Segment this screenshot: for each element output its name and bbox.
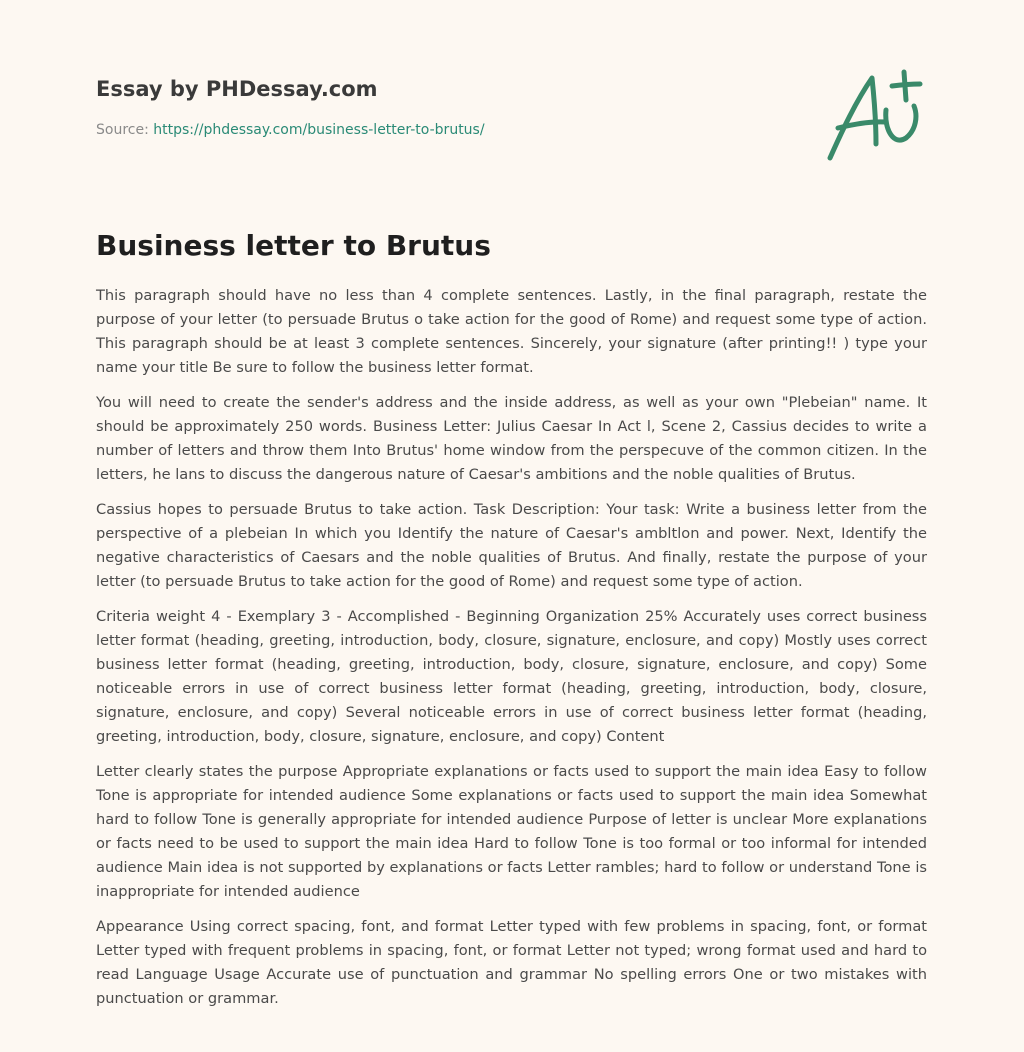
a-plus-logo-icon <box>820 66 930 166</box>
paragraph: Letter clearly states the purpose Appropriate explanations or facts used to support the main idea Easy to follow Tone is appropriate for intended audience Some explanations or facts used to support the main idea Somewhat hard to follow Tone is generally appropriate for intended audience Purpose of letter is unclear More explanations or facts need to be used to support the main idea Hard to follow Tone is too formal or too informal for intended audience Main idea is not supported by explanations or facts Letter rambles; hard to follow or understand Tone is inappropriate for intended audience <box>96 763 927 900</box>
essay-title: Business letter to Brutus <box>96 229 491 262</box>
essay-header <box>96 74 796 140</box>
paragraph: Criteria weight 4 - Exemplary 3 - Accomplished - Beginning Organization 25% Accurately uses correct business letter format (heading, greeting, introduction, body, closure, signature, enclosure, and copy) Mostly uses correct business letter format (heading, greeting, introduction, body, closure, signature, enclosure, and copy) Some noticeable errors in use of correct business letter format (heading, greeting, introduction, body, closure, signature, enclosure, and copy) Several noticeable errors in use of correct business letter format (heading, greeting, introduction, body, closure, signature, enclosure, and copy) Content <box>96 608 927 745</box>
source-label: Source: <box>96 122 154 138</box>
paragraph: This paragraph should have no less than 4 complete sentences. Lastly, in the final paragraph, restate the purpose of your letter (to persuade Brutus o take action for the good of Rome) and request some type of action. This paragraph should be at least 3 complete sentences. Sincerely, your signature (after printing!! ) type your name your title Be sure to follow the business letter format. <box>96 287 927 376</box>
paragraph: Appearance Using correct spacing, font, and format Letter typed with few problems in spacing, font, or format Letter typed with frequent problems in spacing, font, or format Letter not typed; wrong format used and hard to read Language Usage Accurate use of punctuation and grammar No spelling errors One or two mistakes with punctuation or grammar. <box>96 918 927 1007</box>
paragraph: Cassius hopes to persuade Brutus to take action. Task Description: Your task: Write a business letter from the perspective of a plebeian In which you Identify the nature of Caesar's ambltlon and power. Next, Identify the negative characteristics of Caesars and the noble qualities of Brutus. And finally, restate the purpose of your letter (to persuade Brutus to take action for the good of Rome) and request some type of action. <box>96 501 927 590</box>
essay-body <box>96 284 927 1022</box>
paragraph: You will need to create the sender's address and the inside address, as well as your own "Plebeian" name. It should be approximately 250 words. Business Letter: Julius Caesar In Act l, Scene 2, Cassius decides to write a number of letters and throw them Into Brutus' home window from the perspecuve of the common citizen. In the letters, he lans to discuss the dangerous nature of Caesar's ambitions and the noble qualities of Brutus. <box>96 394 927 483</box>
source-link[interactable]: https://phdessay.com/business-letter-to-brutus/ <box>153 122 485 138</box>
site-brand: Essay by PHDessay.com <box>96 77 378 101</box>
source-line <box>96 120 796 140</box>
